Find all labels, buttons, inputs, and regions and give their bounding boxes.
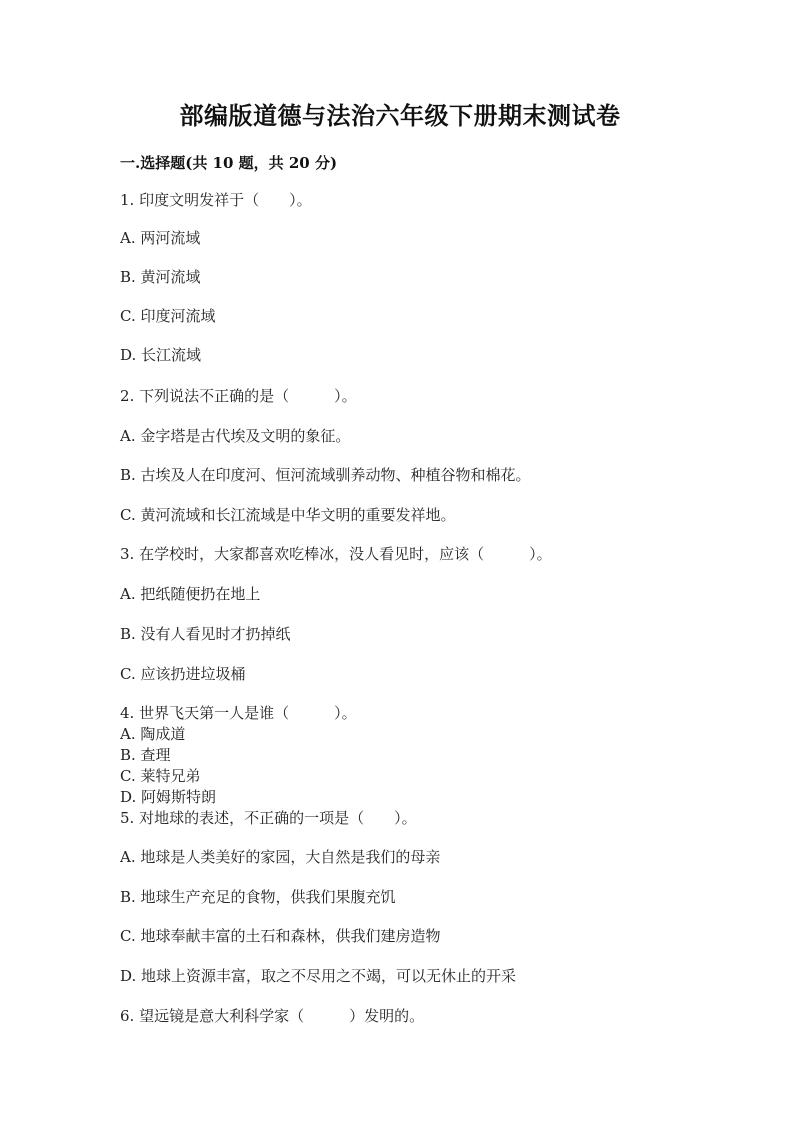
question-3: 3. 在学校时，大家都喜欢吃棒冰，没人看见时，应该（ ）。	[120, 545, 552, 563]
question-2: 2. 下列说法不正确的是（ ）。	[120, 387, 357, 405]
question-5-option-d: D. 地球上资源丰富，取之不尽用之不竭，可以无休止的开采	[120, 967, 517, 985]
question-4-option-c: C. 莱特兄弟	[120, 767, 201, 785]
question-5: 5. 对地球的表述，不正确的一项是（ ）。	[120, 809, 417, 827]
question-1-option-a: A. 两河流域	[120, 229, 201, 247]
question-3-option-a: A. 把纸随便扔在地上	[120, 585, 261, 603]
page-title: 部编版道德与法治六年级下册期末测试卷	[179, 101, 621, 130]
question-5-option-b: B. 地球生产充足的食物，供我们果腹充饥	[120, 888, 396, 906]
question-1-option-c: C. 印度河流域	[120, 307, 216, 325]
question-6: 6. 望远镜是意大利科学家（ ）发明的。	[120, 1007, 425, 1025]
section-heading: 一.选择题(共 10 题，共 20 分)	[120, 154, 338, 172]
question-2-option-b: B. 古埃及人在印度河、恒河流域驯养动物、种植谷物和棉花。	[120, 466, 531, 484]
question-1-option-b: B. 黄河流域	[120, 268, 201, 286]
question-4-option-b: B. 查理	[120, 746, 171, 764]
question-4-option-a: A. 陶成道	[120, 725, 186, 743]
question-5-option-c: C. 地球奉献丰富的土石和森林，供我们建房造物	[120, 927, 441, 945]
question-3-option-c: C. 应该扔进垃圾桶	[120, 665, 246, 683]
question-5-option-a: A. 地球是人类美好的家园，大自然是我们的母亲	[120, 848, 441, 866]
question-4: 4. 世界飞天第一人是谁（ ）。	[120, 704, 357, 722]
question-4-option-d: D. 阿姆斯特朗	[120, 788, 217, 806]
question-2-option-c: C. 黄河流域和长江流域是中华文明的重要发祥地。	[120, 506, 456, 524]
question-1-option-d: D. 长江流域	[120, 346, 202, 364]
question-1: 1. 印度文明发祥于（ ）。	[120, 191, 312, 209]
question-2-option-a: A. 金字塔是古代埃及文明的象征。	[120, 427, 351, 445]
question-3-option-b: B. 没有人看见时才扔掉纸	[120, 625, 291, 643]
